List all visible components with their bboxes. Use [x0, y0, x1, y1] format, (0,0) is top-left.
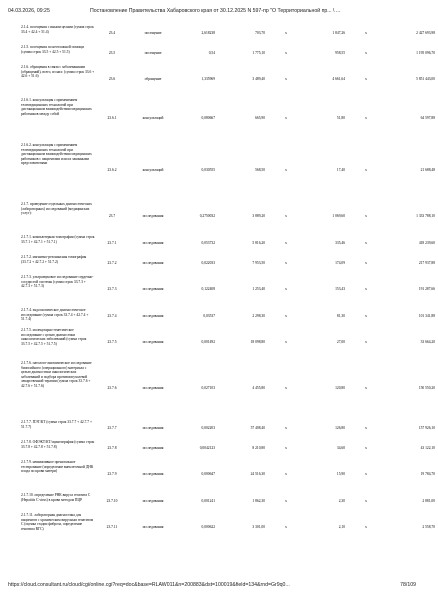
row-unit-cost: 2 298,30: [252, 313, 265, 318]
row-x: x: [285, 425, 287, 430]
row-x: x: [365, 77, 367, 82]
document-title: Постановление Правительства Хабаровского края от 30.12.2025 N 597-пр "О Территориальной пр... \ ...: [90, 8, 341, 14]
row-unit-cost: 5 816,20: [252, 240, 265, 245]
row-x: x: [285, 260, 287, 265]
row-total: 21 688,48: [420, 168, 435, 173]
row-x: x: [285, 340, 287, 345]
row-total: 43 122,10: [420, 445, 435, 450]
table-row: [20, 418, 438, 438]
row-total: 2 427 693,98: [416, 30, 435, 35]
row-code: 23.7.4: [107, 313, 117, 318]
row-x: x: [285, 287, 287, 292]
row-unit: обращение: [144, 77, 162, 82]
row-volume: 0,001492: [201, 340, 215, 345]
row-code: 23.7.8: [107, 445, 117, 450]
row-x: x: [285, 168, 287, 173]
row-name: 2.1.7.1. компьютерная томография (сумма строк 33.7.1 + 42.7.1 + 51.7.1): [21, 235, 95, 244]
row-total: 5 851 443,00: [416, 77, 435, 82]
table-row: [20, 511, 438, 544]
row-unit: исследования: [142, 525, 164, 530]
row-per-capita: 335,46: [335, 240, 345, 245]
row-x: x: [285, 30, 287, 35]
row-unit-cost: 703,70: [255, 30, 265, 35]
table-row: [20, 233, 438, 253]
page-number: 78/109: [400, 582, 416, 588]
row-per-capita: 2,30: [338, 498, 345, 503]
table-row: [20, 273, 438, 306]
row-x: x: [285, 498, 287, 503]
row-name: 2.1.7.3. ультразвуковое исследование сердечно-сосудистой системы (сумма строк 33.7.3 + 42.7.3 + 51.7.3): [21, 275, 94, 288]
row-unit: исследования: [142, 472, 164, 477]
table-row: [20, 326, 438, 359]
row-code: 23.7.9: [107, 472, 117, 477]
table-row: [20, 96, 438, 141]
row-name: 2.1.7.7. ПЭТ/КТ (сумма строк 33.7.7 + 42.7.7 + 51.7.7): [21, 420, 93, 429]
row-code: 23.6.1: [107, 116, 117, 121]
row-per-capita: 126,80: [335, 425, 345, 430]
row-code: 23.6.2: [107, 168, 117, 173]
row-per-capita: 120,80: [335, 386, 345, 391]
row-x: x: [285, 472, 287, 477]
row-unit: исследования: [142, 340, 164, 345]
table-row: [20, 491, 438, 511]
row-name: 2.1.7.9. неинвазивное пренатальное тестирование (определение внеклеточной ДНК плода по крови матери): [21, 460, 94, 473]
row-unit: консультаций: [142, 168, 164, 173]
row-total: 64 597,88: [420, 116, 435, 121]
row-volume: 0,000622: [201, 525, 215, 530]
row-code: 23.5: [108, 50, 116, 55]
row-volume: 0,001241: [201, 498, 215, 503]
row-code: 23.4: [108, 30, 116, 35]
row-total: 157 926,10: [418, 425, 435, 430]
row-volume: 0,03537: [203, 313, 215, 318]
row-x: x: [365, 287, 367, 292]
row-unit: исследования: [142, 287, 164, 292]
table-row: [20, 141, 438, 200]
row-total: 418 239,60: [418, 240, 435, 245]
row-x: x: [285, 214, 287, 219]
row-x: x: [285, 445, 287, 450]
row-code: 23.7.7: [107, 425, 117, 430]
table-row: [20, 438, 438, 458]
row-x: x: [365, 425, 367, 430]
table-row: [20, 43, 438, 63]
row-x: x: [365, 214, 367, 219]
row-unit-cost: 3 889,20: [252, 214, 265, 219]
print-date: 04.03.2026, 09:25: [8, 8, 50, 14]
row-name: 2.1.7.8. ОФЭКТ/КТ/сцинтиграфия (сумма строк 33.7.8 + 42.7.8 + 51.7.8): [21, 440, 95, 449]
row-total: 1 333 788,10: [416, 214, 435, 219]
row-unit: исследования: [142, 386, 164, 391]
row-unit: исследования: [142, 498, 164, 503]
row-name: 2.1.7.2. магнитно-резонансная томография (33.7.2 + 42.7.2 + 51.7.2): [21, 255, 87, 264]
row-code: 23.7.10: [106, 498, 118, 503]
row-x: x: [365, 525, 367, 530]
row-unit-cost: 18 098,80: [250, 340, 265, 345]
row-name: 2.1.5. посещения по неотложной помощи (сумма строк 33.5 + 42.5 + 51.5): [21, 45, 85, 54]
row-volume: 0,000647: [201, 472, 215, 477]
row-volume: 0,54: [208, 50, 215, 55]
row-volume: 0,2750032: [199, 214, 215, 219]
row-code: 23.7: [108, 214, 116, 219]
table-row: [20, 253, 438, 273]
row-unit: исследования: [142, 313, 164, 318]
row-unit-cost: 8 210,80: [252, 445, 265, 450]
table-row: [20, 306, 438, 326]
row-total: 191 287,66: [418, 287, 435, 292]
row-code: 23.7.6: [107, 386, 117, 391]
row-x: x: [285, 313, 287, 318]
row-per-capita: 4 661,64: [332, 77, 345, 82]
row-unit: исследования: [142, 425, 164, 430]
row-name: 2.1.6.2. консультация с применением телемедицинских технологий при дистанционном взаимодействии медицинских работников с пациентами или их законными представителями: [21, 143, 92, 165]
row-volume: 0,0042123: [199, 445, 215, 450]
row-total: 2 558,70: [422, 525, 435, 530]
row-name: 2.1.7.10. определение РНК вируса гепатита С (Hepatitis C virus) в крови методом ПЦР: [21, 493, 91, 502]
row-name: 2.1.7.11. лабораторная диагностика для пациентов с хроническим вирусным гепатитом С (оценка стадии фиброза, определение генотипа ВГС): [21, 513, 94, 531]
row-volume: 0,030555: [201, 168, 215, 173]
row-x: x: [365, 50, 367, 55]
program-cost-table: [20, 23, 438, 544]
row-unit-cost: 1 775,10: [252, 50, 265, 55]
row-volume: 0,122408: [201, 287, 215, 292]
row-per-capita: 27,00: [336, 340, 345, 345]
row-x: x: [285, 525, 287, 530]
row-volume: 0,002203: [201, 425, 215, 430]
row-code: 23.7.5: [107, 340, 117, 345]
row-total: 1 195 096,70: [416, 50, 435, 55]
row-volume: 2,618238: [201, 30, 215, 35]
row-x: x: [285, 240, 287, 245]
row-unit-cost: 24 516,30: [250, 472, 265, 477]
row-code: 23.7.3: [107, 287, 117, 292]
row-volume: 0,053732: [201, 240, 215, 245]
row-unit: консультаций: [142, 116, 164, 121]
row-unit-cost: 7 953,50: [252, 260, 265, 265]
row-x: x: [365, 313, 367, 318]
table-row: [20, 63, 438, 96]
row-per-capita: 81,30: [336, 313, 345, 318]
row-x: x: [365, 472, 367, 477]
row-total: 2 881,00: [422, 498, 435, 503]
row-unit: посещение: [144, 30, 162, 35]
row-code: 23.7.11: [106, 525, 118, 530]
row-total: 33 664,20: [420, 340, 435, 345]
row-name: 2.1.7.5. молекулярно-генетическое исследование с целью диагностики онкологических заболеваний (сумма строк 33.7.5 + 42.7.5 + 51.7.5): [21, 328, 87, 346]
table-row: [20, 359, 438, 418]
row-unit: посещение: [144, 50, 162, 55]
row-total: 150 550,20: [418, 386, 435, 391]
row-per-capita: 34,60: [336, 445, 345, 450]
row-per-capita: 174,09: [335, 260, 345, 265]
row-x: x: [365, 260, 367, 265]
row-volume: 1,335969: [201, 77, 215, 82]
row-name: 2.1.7. проведение отдельных диагностических (лабораторных) исследований (медицинских услуг):: [21, 202, 92, 215]
row-unit: исследования: [142, 240, 164, 245]
row-code: 23.6: [108, 77, 116, 82]
row-unit-cost: 3 301,00: [252, 525, 265, 530]
row-unit-cost: 1 862,30: [252, 498, 265, 503]
row-per-capita: 51,80: [336, 116, 345, 121]
row-volume: 0,027103: [201, 386, 215, 391]
row-x: x: [285, 77, 287, 82]
row-unit: исследования: [142, 445, 164, 450]
document-url[interactable]: https://cloud.consultant.ru/cloud/cgi/online.cgi?req=doc&base=RLAW011&n=200883&dst=100019&field=134&rnd=Gr9q0...: [8, 582, 290, 588]
row-unit: исследования: [142, 214, 164, 219]
row-per-capita: 17,40: [336, 168, 345, 173]
row-x: x: [365, 445, 367, 450]
row-per-capita: 15,90: [336, 472, 345, 477]
row-unit-cost: 1 253,40: [252, 287, 265, 292]
row-per-capita: 1 069,60: [332, 214, 345, 219]
row-name: 2.1.6.1. консультация с применением телемедицинских технологий при дистанционном взаимодействии медицинских работников между собой: [21, 98, 92, 116]
row-unit-cost: 568,50: [255, 168, 265, 173]
row-name: 2.1.7.4. эндоскопическое диагностическое исследование (сумма строк 33.7.4 + 42.7.4 + 51.7.4): [21, 308, 89, 321]
row-x: x: [285, 50, 287, 55]
row-x: x: [365, 340, 367, 345]
row-total: 19 784,70: [420, 472, 435, 477]
page-footer: [8, 582, 416, 592]
row-x: x: [365, 30, 367, 35]
row-name: 2.1.4. посещения с иными целями (сумма строк 33.4 + 42.4 + 51.4): [21, 25, 94, 34]
row-unit-cost: 4 455,80: [252, 386, 265, 391]
row-total: 101 341,88: [418, 313, 435, 318]
table-row: [20, 200, 438, 233]
row-x: x: [285, 386, 287, 391]
row-per-capita: 2,10: [338, 525, 345, 530]
row-volume: 0,022033: [201, 260, 215, 265]
table-row: [20, 23, 438, 43]
table-row: [20, 458, 438, 491]
row-x: x: [365, 168, 367, 173]
row-x: x: [365, 386, 367, 391]
row-total: 217 937,88: [418, 260, 435, 265]
row-x: x: [285, 116, 287, 121]
row-volume: 0,080667: [201, 116, 215, 121]
row-code: 23.7.2: [107, 260, 117, 265]
row-per-capita: 153,43: [335, 287, 345, 292]
page-header: [8, 8, 416, 18]
row-per-capita: 958,55: [335, 50, 345, 55]
row-unit-cost: 665,90: [255, 116, 265, 121]
row-unit-cost: 57 408,40: [250, 425, 265, 430]
row-x: x: [365, 498, 367, 503]
row-x: x: [365, 240, 367, 245]
row-per-capita: 1 847,26: [332, 30, 345, 35]
row-name: 2.1.7.6. патолого-анатомическое исследование биопсийного (операционного) материала с целью диагностики онкологических заболеваний и подбора противоопухолевой лекарственной терапии (сумма строк 33.7.6 + 42.7.6 + 51.7.6): [21, 361, 92, 388]
row-name: 2.1.6. обращения в связи с заболеваниями (обращений), всего, из них: (сумма строк 33.6 + 42.6 + 51.6): [21, 65, 95, 78]
row-unit-cost: 3 489,40: [252, 77, 265, 82]
row-x: x: [365, 116, 367, 121]
row-unit: исследования: [142, 260, 164, 265]
row-code: 23.7.1: [107, 240, 117, 245]
